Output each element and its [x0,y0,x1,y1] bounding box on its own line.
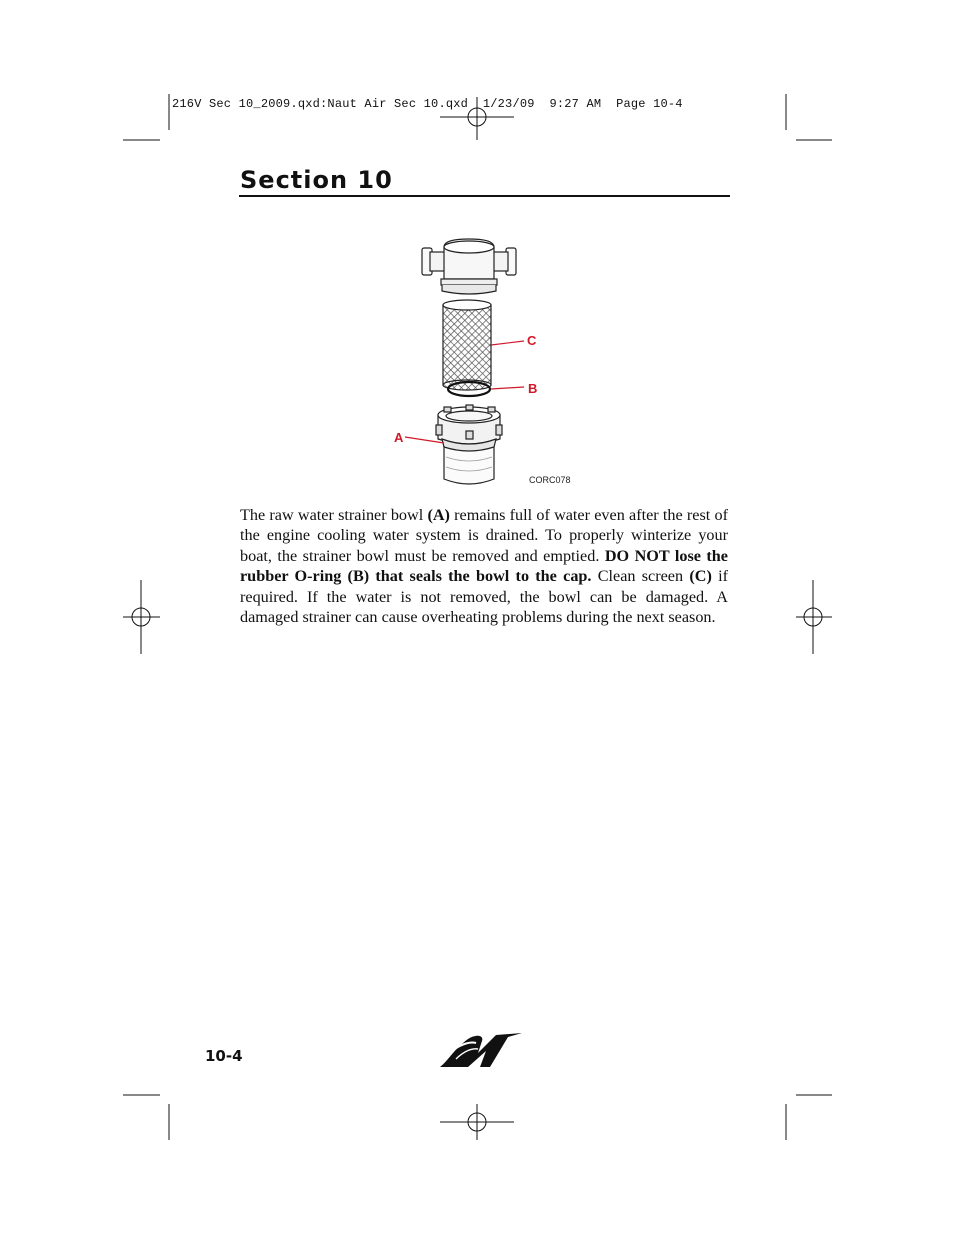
strainer-diagram [380,235,590,495]
strainer-cap [422,239,516,294]
body-text-4: if required. If the water is not removed, the bowl can be damaged. A damaged strainer can cause overheating problems during the next season. [240,567,728,627]
body-bold-1: (A) [427,506,450,524]
page-number: 10-4 [205,1047,243,1065]
nautique-n-logo-icon [438,1031,524,1071]
section-title: Section 10 [240,166,393,194]
callout-a: A [394,430,404,445]
callout-b: B [528,381,538,396]
body-text-1: The raw water strainer bowl [240,506,428,524]
strainer-bowl [436,405,502,484]
figure-code: CORC078 [529,475,571,485]
body-text-2: remains full of water even after the rest of the engine cooling water system is drained. To properly winterize your boat, the strainer bowl must be removed and emptied. [240,506,728,565]
slug-line: 216V Sec 10_2009.qxd:Naut Air Sec 10.qxd 1/23/09 9:27 AM Page 10-4 [172,97,683,111]
title-rule [239,195,730,197]
strainer-screen [443,300,491,390]
body-text-3: Clean screen [591,567,690,586]
leader-line-b [491,387,524,389]
body-paragraph [240,505,728,627]
leader-line-c [491,341,524,345]
body-bold-2: DO NOT lose the rubber O-ring (B) that seals the bowl to the cap. [240,546,728,586]
body-bold-3: (C) [689,567,712,586]
callout-c: C [527,333,537,348]
